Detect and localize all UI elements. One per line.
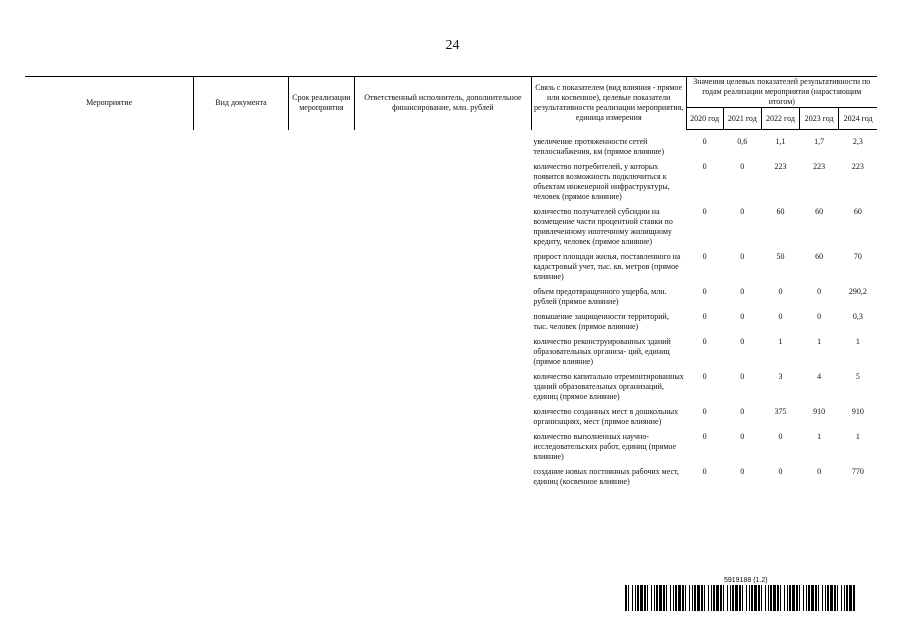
header-year: 2021 год <box>723 108 761 130</box>
value-cell: 0 <box>702 137 707 146</box>
value-cell: 0 <box>817 312 822 321</box>
header-indicator-link: Связь с показателем (вид влияния - прямое или косвенное), целевые показатели результативности реализации мероприятия, единица измерения <box>531 77 686 130</box>
value-cell: 60 <box>815 207 824 216</box>
indicator-cell: количество созданных мест в дошкольных организациях, мест (прямое влияние) <box>533 407 679 426</box>
value-cell: 0 <box>740 407 745 416</box>
value-cell: 0 <box>702 407 707 416</box>
value-cell: 0 <box>817 467 822 476</box>
indicator-cell: количество получателей субсидии на возмещение части процентной ставки по привлеченному ипотечному жилищному кредиту, человек (прямое влияние) <box>533 207 673 246</box>
value-cell: 223 <box>851 162 864 171</box>
barcode-label: 5919188 (1.2) <box>724 577 768 584</box>
indicator-cell: увеличение протяженности сетей теплоснабжения, км (прямое влияние) <box>533 137 665 156</box>
value-cell: 0 <box>740 312 745 321</box>
indicator-cell: прирост площади жилья, поставленного на кадастровый учет, тыс. кв. метров (прямое влияние) <box>533 252 681 281</box>
value-cell: 4 <box>817 372 822 381</box>
value-cell: 0 <box>702 372 707 381</box>
value-cell: 60 <box>815 252 824 261</box>
value-cell: 70 <box>853 252 862 261</box>
header-measure: Мероприятие <box>25 77 194 130</box>
indicator-cell: количество капитально отремонтированных зданий образовательных организаций, единиц (прямое влияние) <box>533 372 684 401</box>
table-row <box>25 337 877 372</box>
value-cell: 0 <box>740 432 745 441</box>
value-cell: 0 <box>702 252 707 261</box>
table-row <box>25 137 877 162</box>
value-cell: 0 <box>740 337 745 346</box>
header-year: 2020 год <box>686 108 723 130</box>
value-cell: 0 <box>702 312 707 321</box>
header-year: 2024 год <box>839 108 877 130</box>
header-executor: Ответственный исполнитель, дополнительное финансирование, млн. рублей <box>355 77 532 130</box>
indicator-cell: количество реконструированных зданий образовательных организа- ций, единиц (прямое влияние) <box>533 337 671 366</box>
value-cell: 0 <box>702 432 707 441</box>
value-cell: 0 <box>817 287 822 296</box>
value-cell: 1 <box>778 337 783 346</box>
value-cell: 1 <box>817 432 822 441</box>
indicator-cell: повышение защищенности территорий, тыс. человек (прямое влияние) <box>533 312 669 331</box>
table-row <box>25 467 877 492</box>
value-cell: 50 <box>776 252 785 261</box>
value-cell: 0 <box>740 207 745 216</box>
table-row <box>25 432 877 467</box>
value-cell: 0 <box>740 287 745 296</box>
barcode <box>625 585 857 611</box>
value-cell: 0,3 <box>852 312 863 321</box>
header-values-group: Значения целевых показателей результативности по годам реализации мероприятия (нарастающим итогом) <box>686 77 877 108</box>
table-row <box>25 312 877 337</box>
value-cell: 0 <box>740 252 745 261</box>
value-cell: 0 <box>740 467 745 476</box>
value-cell: 1 <box>855 432 860 441</box>
value-cell: 1 <box>855 337 860 346</box>
value-cell: 5 <box>855 372 860 381</box>
value-cell: 290,2 <box>848 287 867 296</box>
value-cell: 3 <box>778 372 783 381</box>
value-cell: 0 <box>778 287 783 296</box>
header-term: Срок реализации мероприятия <box>288 77 354 130</box>
value-cell: 0 <box>740 162 745 171</box>
header-year: 2023 год <box>800 108 839 130</box>
value-cell: 0 <box>778 467 783 476</box>
indicator-cell: количество выполненных научно- исследовательских работ, единиц (прямое влияние) <box>533 432 677 461</box>
value-cell: 910 <box>813 407 826 416</box>
value-cell: 223 <box>774 162 787 171</box>
table-row <box>25 207 877 252</box>
value-cell: 60 <box>853 207 862 216</box>
page-number: 24 <box>445 38 460 53</box>
value-cell: 223 <box>813 162 826 171</box>
value-cell: 0 <box>778 312 783 321</box>
indicator-cell: количество потребителей, у которых появится возможность подключиться к объектам инженерной инфраструктуры, человек (прямое влияние) <box>533 162 670 201</box>
value-cell: 0 <box>740 372 745 381</box>
value-cell: 1,7 <box>814 137 825 146</box>
header-year: 2022 год <box>761 108 799 130</box>
value-cell: 1 <box>817 337 822 346</box>
value-cell: 1,1 <box>775 137 786 146</box>
header-document-type: Вид документа <box>194 77 288 130</box>
value-cell: 2,3 <box>852 137 863 146</box>
value-cell: 0 <box>778 432 783 441</box>
value-cell: 60 <box>776 207 785 216</box>
value-cell: 0 <box>702 337 707 346</box>
table-row <box>25 372 877 407</box>
value-cell: 0,6 <box>737 137 748 146</box>
value-cell: 0 <box>702 467 707 476</box>
value-cell: 770 <box>851 467 864 476</box>
table-row <box>25 252 877 287</box>
value-cell: 375 <box>774 407 787 416</box>
value-cell: 0 <box>702 287 707 296</box>
value-cell: 0 <box>702 207 707 216</box>
indicator-cell: создание новых постоянных рабочих мест, единиц (косвенное влияние) <box>533 467 679 486</box>
table-row <box>25 407 877 432</box>
value-cell: 0 <box>702 162 707 171</box>
table-row <box>25 287 877 312</box>
indicators-table <box>25 76 877 492</box>
value-cell: 910 <box>851 407 864 416</box>
table-row <box>25 162 877 207</box>
indicator-cell: объем предотвращенного ущерба, млн. рублей (прямое влияние) <box>533 287 667 306</box>
